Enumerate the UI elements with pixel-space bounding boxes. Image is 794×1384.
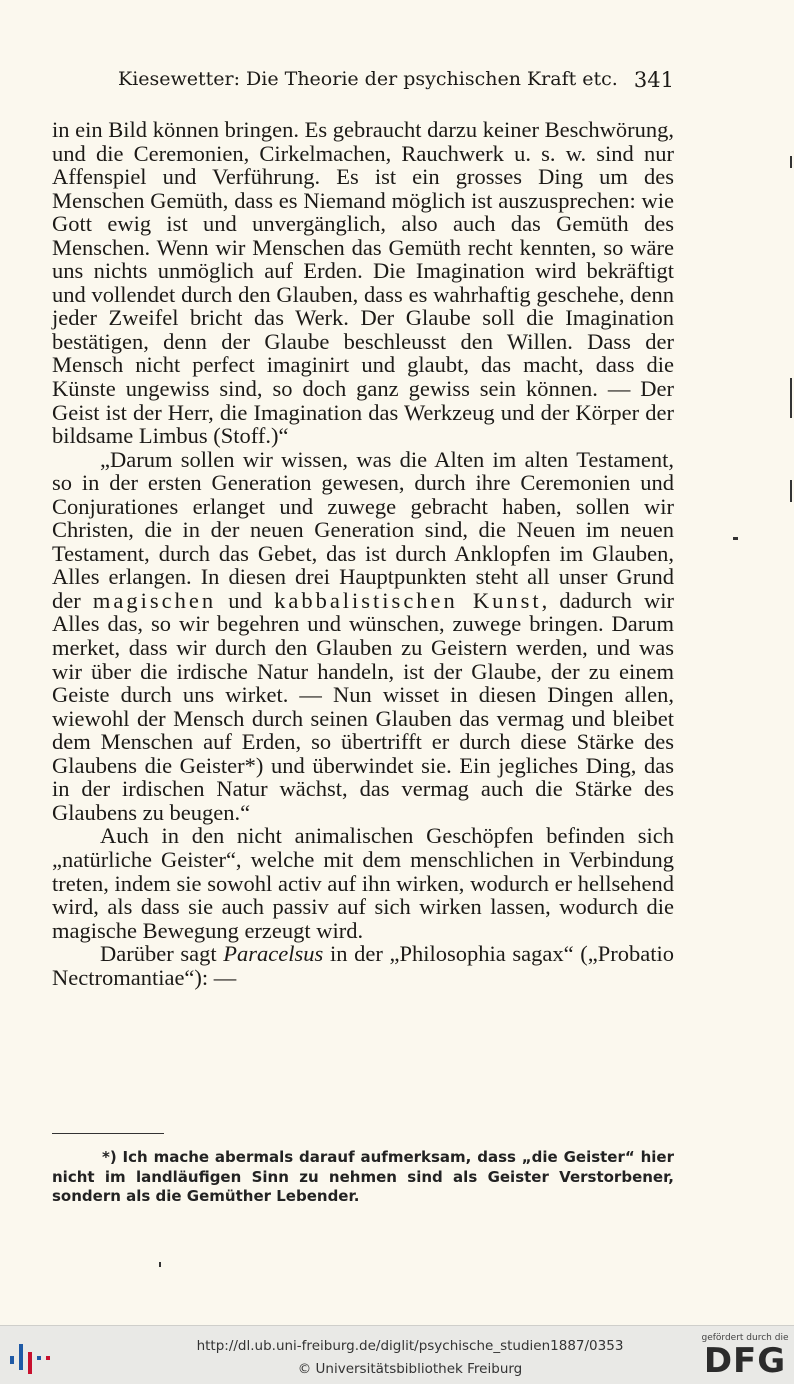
paragraph-2-text-c: , dadurch wir Alles das, so wir begehren und wünschen, zuwege bringen. Darum merket, dass wir durch den Glauben zu Geistern werden, und was wir über die irdische Natur handeln, ist der Glaube, der zu einem Geiste durch uns wirket. — Nun wisset in diesen Dingen allen, wiewohl der Mensch durch seinen Glauben das vermag und bleibet dem Menschen auf Erden, so übertrifft er durch diese Stärke des Glaubens die Geister*) und überwindet sie. Ein jegliches Ding, das in der irdischen Natur wächst, das vermag auch die Stärke des Glaubens zu beugen.“: [52, 587, 674, 825]
footnote-text: *) Ich mache abermals darauf aufmerksam, dass „die Geister“ hier nicht im landläufigen Sinn zu nehmen sind als Geister Verstorbener, sondern als die Gemüther Lebender.: [52, 1148, 674, 1205]
footnote-rule: [52, 1133, 164, 1134]
page-number: 341: [633, 68, 674, 92]
running-title: Kiesewetter: Die Theorie der psychischen Kraft etc.: [118, 68, 618, 90]
paragraph-1: in ein Bild können bringen. Es gebraucht darzu keiner Beschwörung, und die Ceremonien, Cirkelmachen, Rauchwerk u. s. w. sind nur Affenspiel und Verführung. Es ist ein grosses Ding um des Menschen Gemüth, dass es Niemand möglich ist auszusprechen: wie Gott ewig ist und unvergänglich, also auch das Gemüth des Menschen. Wenn wir Menschen das Gemüth recht kennten, so wäre uns nichts unmöglich auf Erden. Die Imagination wird bekräftigt und vollendet durch den Glauben, dass es wahrhaftig geschehe, denn jeder Zweifel bricht das Werk. Der Glaube soll die Imagination bestätigen, denn der Glaube beschleusst den Willen. Dass der Mensch nicht perfect imaginirt und glaubt, das macht, dass die Künste ungewiss sind, so doch ganz gewiss sein können. — Der Geist ist der Herr, die Imagination das Werkzeug und der Körper der bildsame Limbus (Stoff.)“: [52, 117, 674, 449]
library-logo-icon: [8, 1334, 54, 1376]
paragraph-2-text-a: „Darum sollen wir wissen, was die Alten im alten Testament, so in der ersten Generation gewesen, durch ihre Ceremonien und Conjurationes erlanget und zuwege gebracht haben, sollen wir Christen, die in der neuen Generation sind, die Neuen im neuen Testament, durch das Gebet, das ist durch Anklopfen im Glauben, Alles erlangen. In diesen drei Hauptpunkten steht all unser Grund der: [52, 446, 674, 613]
paragraph-4-text-a: Darüber sagt: [100, 941, 224, 967]
paragraph-4-text-b: in der „Philosophia sagax“ („Probatio Nectromantiae“): —: [52, 941, 675, 990]
emphasis-magischen: magischen: [92, 587, 217, 613]
paragraph-2-text-b: und: [216, 587, 275, 613]
running-header: [118, 68, 674, 96]
permalink-url[interactable]: http://dl.ub.uni-freiburg.de/diglit/psychische_studien1887/0353: [196, 1338, 624, 1354]
paragraph-3: Auch in den nicht animalischen Geschöpfen befinden sich „natürliche Geister“, welche mit dem menschlichen in Verbindung treten, indem sie sowohl activ auf ihn wirken, wodurch er hellsehend wird, als dass sie auch passiv auf sich wirken lassen, wodurch die magische Bewegung erzeugt wird.: [52, 823, 674, 943]
scan-speck: [790, 480, 792, 502]
scan-speck: [790, 378, 792, 418]
paragraph-2: [52, 448, 674, 825]
emphasis-kabbalistischen-kunst: kabbalistischen Kunst: [274, 587, 542, 613]
scan-speck: [159, 1262, 161, 1267]
copyright-notice: © Universitätsbibliothek Freiburg: [297, 1361, 523, 1377]
author-paracelsus: Paracelsus: [223, 941, 324, 967]
body-text: [52, 118, 674, 989]
dfg-caption: gefördert durch die: [701, 1333, 789, 1343]
scan-speck: [733, 537, 738, 540]
dfg-logo-icon: DFG: [703, 1341, 787, 1381]
footnote: [52, 1148, 674, 1207]
paragraph-4: [52, 942, 674, 989]
scan-speck: [790, 156, 792, 168]
